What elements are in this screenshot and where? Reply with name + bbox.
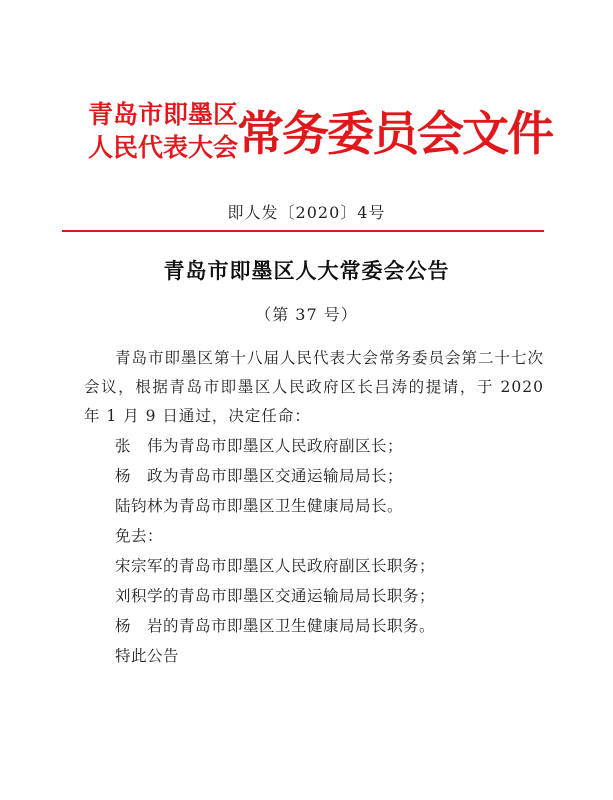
- masthead-org-line-1: 青岛市即墨区: [88, 100, 239, 129]
- intro-paragraph: 青岛市即墨区第十八届人民代表大会常务委员会第二十七次会议，根据青岛市即墨区人民政府区长吕涛的提请，于 2020 年 1 月 9 日通过，决定任命：: [84, 349, 545, 425]
- removal-item: 杨 岩的青岛市即墨区卫生健康局局长职务。: [115, 617, 436, 635]
- masthead-org-line-2: 人民代表大会: [88, 133, 239, 162]
- removal-item: 宋宗军的青岛市即墨区人民政府副区长职务；: [115, 557, 436, 575]
- appointment-item: 张 伟为青岛市即墨区人民政府副区长；: [115, 437, 404, 455]
- announcement-title: 青岛市即墨区人大常委会公告: [163, 258, 450, 283]
- closing-line: 特此公告: [115, 647, 180, 665]
- appointment-item: 杨 政为青岛市即墨区交通运输局局长；: [115, 467, 404, 485]
- announcement-body: [84, 344, 544, 671]
- document-masthead: [0, 100, 613, 180]
- removal-item: 刘积学的青岛市即墨区交通运输局局长职务；: [115, 587, 436, 605]
- document-number: 即人发〔2020〕4号: [227, 203, 386, 222]
- appointment-item: 陆钧林为青岛市即墨区卫生健康局局长。: [115, 497, 404, 515]
- announcement-number: （第 37 号）: [255, 305, 358, 324]
- masthead-doc-type: 常务委员会文件: [237, 107, 552, 162]
- removal-heading: 免去：: [115, 527, 164, 545]
- red-divider: [62, 230, 544, 232]
